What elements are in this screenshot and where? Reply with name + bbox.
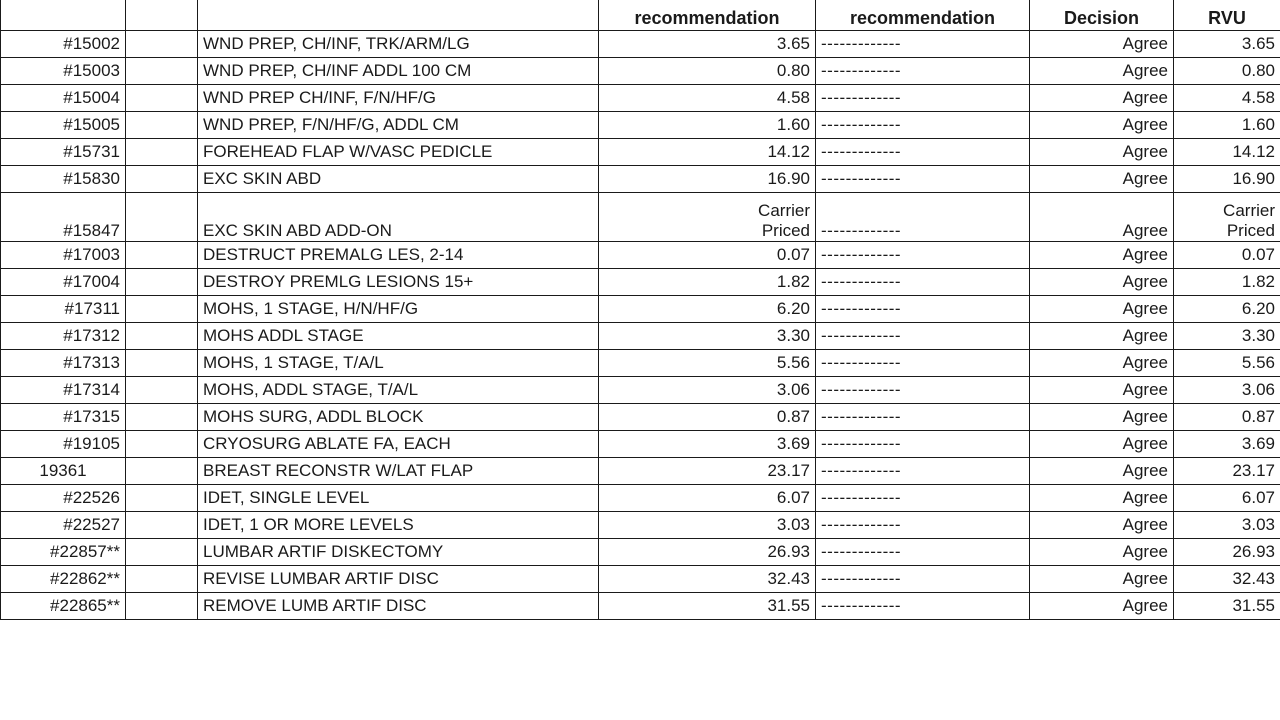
cpt-code: #17311 [1,296,126,323]
table-row [1,31,1280,58]
rvu-value: 4.58 [1174,85,1280,112]
alt-recommendation: ------------- [816,539,1030,566]
decision-value: Agree [1030,431,1174,458]
recommendation-line-2: Priced [761,221,810,240]
table-row [1,58,1280,85]
descriptor: LUMBAR ARTIF DISKECTOMY [198,539,599,566]
modifier-cell [126,431,198,458]
cpt-code: 19361 [1,458,126,485]
descriptor: MOHS, 1 STAGE, T/A/L [198,350,599,377]
modifier-cell [126,350,198,377]
modifier-cell [126,242,198,269]
descriptor: IDET, 1 OR MORE LEVELS [198,512,599,539]
alt-recommendation: ------------- [816,139,1030,166]
rvu-value: 6.20 [1174,296,1280,323]
alt-recommendation: ------------- [816,377,1030,404]
cpt-code: #17312 [1,323,126,350]
table-row [1,193,1280,242]
cpt-code: #19105 [1,431,126,458]
rvu-value: 0.07 [1174,242,1280,269]
modifier-cell [126,269,198,296]
recommendation-value: 16.90 [599,166,816,193]
table-row [1,85,1280,112]
recommendation-value: 3.03 [599,512,816,539]
modifier-cell [126,323,198,350]
modifier-cell [126,166,198,193]
rvu-value: 3.69 [1174,431,1280,458]
cpt-code: #15004 [1,85,126,112]
modifier-cell [126,296,198,323]
rvu-line-1: Carrier [1223,201,1275,220]
table-row [1,404,1280,431]
modifier-cell [126,512,198,539]
recommendation-value: 1.60 [599,112,816,139]
rvu-line-2: Priced [1226,221,1275,240]
descriptor: WND PREP, F/N/HF/G, ADDL CM [198,112,599,139]
rvu-value: 0.80 [1174,58,1280,85]
header-descriptor [198,0,599,31]
cpt-code: #15003 [1,58,126,85]
recommendation-value: 31.55 [599,593,816,620]
recommendation-value: 0.07 [599,242,816,269]
header-code [1,0,126,31]
rvu-value: 3.30 [1174,323,1280,350]
cpt-code: #17313 [1,350,126,377]
table-row [1,485,1280,512]
rvu-value: 16.90 [1174,166,1280,193]
alt-recommendation: ------------- [816,350,1030,377]
descriptor: WND PREP CH/INF, F/N/HF/G [198,85,599,112]
decision-value: Agree [1030,323,1174,350]
alt-recommendation: ------------- [816,112,1030,139]
header-modifier [126,0,198,31]
cpt-code: #17315 [1,404,126,431]
descriptor: REMOVE LUMB ARTIF DISC [198,593,599,620]
descriptor: MOHS, ADDL STAGE, T/A/L [198,377,599,404]
rvu-value: 5.56 [1174,350,1280,377]
alt-recommendation: ------------- [816,323,1030,350]
alt-recommendation: ------------- [816,296,1030,323]
rvu-value: 23.17 [1174,458,1280,485]
cpt-code: #15830 [1,166,126,193]
descriptor: WND PREP, CH/INF ADDL 100 CM [198,58,599,85]
modifier-cell [126,58,198,85]
modifier-cell [126,404,198,431]
cpt-code: #15005 [1,112,126,139]
recommendation-value: 3.69 [599,431,816,458]
table-row [1,566,1280,593]
decision-value: Agree [1030,512,1174,539]
table-row [1,269,1280,296]
rvu-value: 26.93 [1174,539,1280,566]
descriptor: FOREHEAD FLAP W/VASC PEDICLE [198,139,599,166]
rvu-value: 3.03 [1174,512,1280,539]
decision-value: Agree [1030,458,1174,485]
table-row [1,512,1280,539]
table-row [1,431,1280,458]
table-row [1,350,1280,377]
rvu-value: 14.12 [1174,139,1280,166]
table-row [1,242,1280,269]
recommendation-value: 3.06 [599,377,816,404]
alt-recommendation: ------------- [816,193,1030,242]
decision-value: Agree [1030,85,1174,112]
cpt-code: #17004 [1,269,126,296]
decision-value: Agree [1030,377,1174,404]
cpt-code: #15731 [1,139,126,166]
cpt-code: #15002 [1,31,126,58]
alt-recommendation: ------------- [816,485,1030,512]
decision-value: Agree [1030,58,1174,85]
descriptor: MOHS ADDL STAGE [198,323,599,350]
table-row [1,112,1280,139]
cpt-code: #15847 [1,193,126,242]
rvu-value: 31.55 [1174,593,1280,620]
recommendation-value: 5.56 [599,350,816,377]
cpt-code: #22862** [1,566,126,593]
rvu-value: 1.60 [1174,112,1280,139]
rvu-value: 6.07 [1174,485,1280,512]
modifier-cell [126,193,198,242]
modifier-cell [126,566,198,593]
table-row [1,323,1280,350]
alt-recommendation: ------------- [816,58,1030,85]
alt-recommendation: ------------- [816,31,1030,58]
table-row [1,458,1280,485]
alt-recommendation: ------------- [816,512,1030,539]
rvu-value: 0.87 [1174,404,1280,431]
descriptor: CRYOSURG ABLATE FA, EACH [198,431,599,458]
table-row [1,296,1280,323]
cpt-code: #17314 [1,377,126,404]
decision-value: Agree [1030,112,1174,139]
alt-recommendation: ------------- [816,458,1030,485]
recommendation-value: 23.17 [599,458,816,485]
decision-value: Agree [1030,166,1174,193]
descriptor: IDET, SINGLE LEVEL [198,485,599,512]
cpt-code: #22526 [1,485,126,512]
recommendation-value: 6.20 [599,296,816,323]
decision-value: Agree [1030,566,1174,593]
header-rvu: RVU [1174,0,1280,31]
modifier-cell [126,539,198,566]
alt-recommendation: ------------- [816,566,1030,593]
table-row [1,593,1280,620]
recommendation-value: 0.80 [599,58,816,85]
header-cms-decision: Decision [1030,0,1174,31]
descriptor: BREAST RECONSTR W/LAT FLAP [198,458,599,485]
table-row [1,377,1280,404]
modifier-cell [126,112,198,139]
decision-value: Agree [1030,296,1174,323]
table-row [1,166,1280,193]
table-row [1,539,1280,566]
cpt-code: #22865** [1,593,126,620]
alt-recommendation: ------------- [816,242,1030,269]
modifier-cell [126,139,198,166]
decision-value: Agree [1030,404,1174,431]
decision-value: Agree [1030,593,1174,620]
descriptor: EXC SKIN ABD ADD-ON [198,193,599,242]
recommendation-value: 6.07 [599,485,816,512]
recommendation-value: 14.12 [599,139,816,166]
alt-recommendation: ------------- [816,166,1030,193]
cpt-code: #17003 [1,242,126,269]
alt-recommendation: ------------- [816,593,1030,620]
header-hcpac-recommendation: recommendation [816,0,1030,31]
descriptor: MOHS, 1 STAGE, H/N/HF/G [198,296,599,323]
recommendation-value: 26.93 [599,539,816,566]
decision-value: Agree [1030,139,1174,166]
recommendation-value: 3.30 [599,323,816,350]
descriptor: DESTROY PREMLG LESIONS 15+ [198,269,599,296]
decision-value: Agree [1030,539,1174,566]
descriptor: EXC SKIN ABD [198,166,599,193]
modifier-cell [126,85,198,112]
modifier-cell [126,377,198,404]
descriptor: REVISE LUMBAR ARTIF DISC [198,566,599,593]
modifier-cell [126,593,198,620]
rvu-value: 1.82 [1174,269,1280,296]
decision-value: Agree [1030,193,1174,242]
recommendation-value: 0.87 [599,404,816,431]
cpt-code: #22857** [1,539,126,566]
alt-recommendation: ------------- [816,85,1030,112]
rvu-value: 32.43 [1174,566,1280,593]
header-ruc-recommendation: recommendation [599,0,816,31]
decision-value: Agree [1030,31,1174,58]
decision-value: Agree [1030,269,1174,296]
recommendation-value: 1.82 [599,269,816,296]
modifier-cell [126,458,198,485]
cpt-code: #22527 [1,512,126,539]
alt-recommendation: ------------- [816,269,1030,296]
descriptor: MOHS SURG, ADDL BLOCK [198,404,599,431]
modifier-cell [126,31,198,58]
decision-value: Agree [1030,242,1174,269]
recommendation-value [599,193,816,242]
rvu-value [1174,193,1280,242]
recommendation-value: 32.43 [599,566,816,593]
descriptor: WND PREP, CH/INF, TRK/ARM/LG [198,31,599,58]
modifier-cell [126,485,198,512]
table-row [1,139,1280,166]
alt-recommendation: ------------- [816,404,1030,431]
recommendation-value: 4.58 [599,85,816,112]
rvu-value: 3.65 [1174,31,1280,58]
recommendation-line-1: Carrier [758,201,810,220]
table-header-row [1,0,1280,31]
rvu-value: 3.06 [1174,377,1280,404]
descriptor: DESTRUCT PREMALG LES, 2-14 [198,242,599,269]
decision-value: Agree [1030,350,1174,377]
decision-value: Agree [1030,485,1174,512]
recommendation-value: 3.65 [599,31,816,58]
alt-recommendation: ------------- [816,431,1030,458]
